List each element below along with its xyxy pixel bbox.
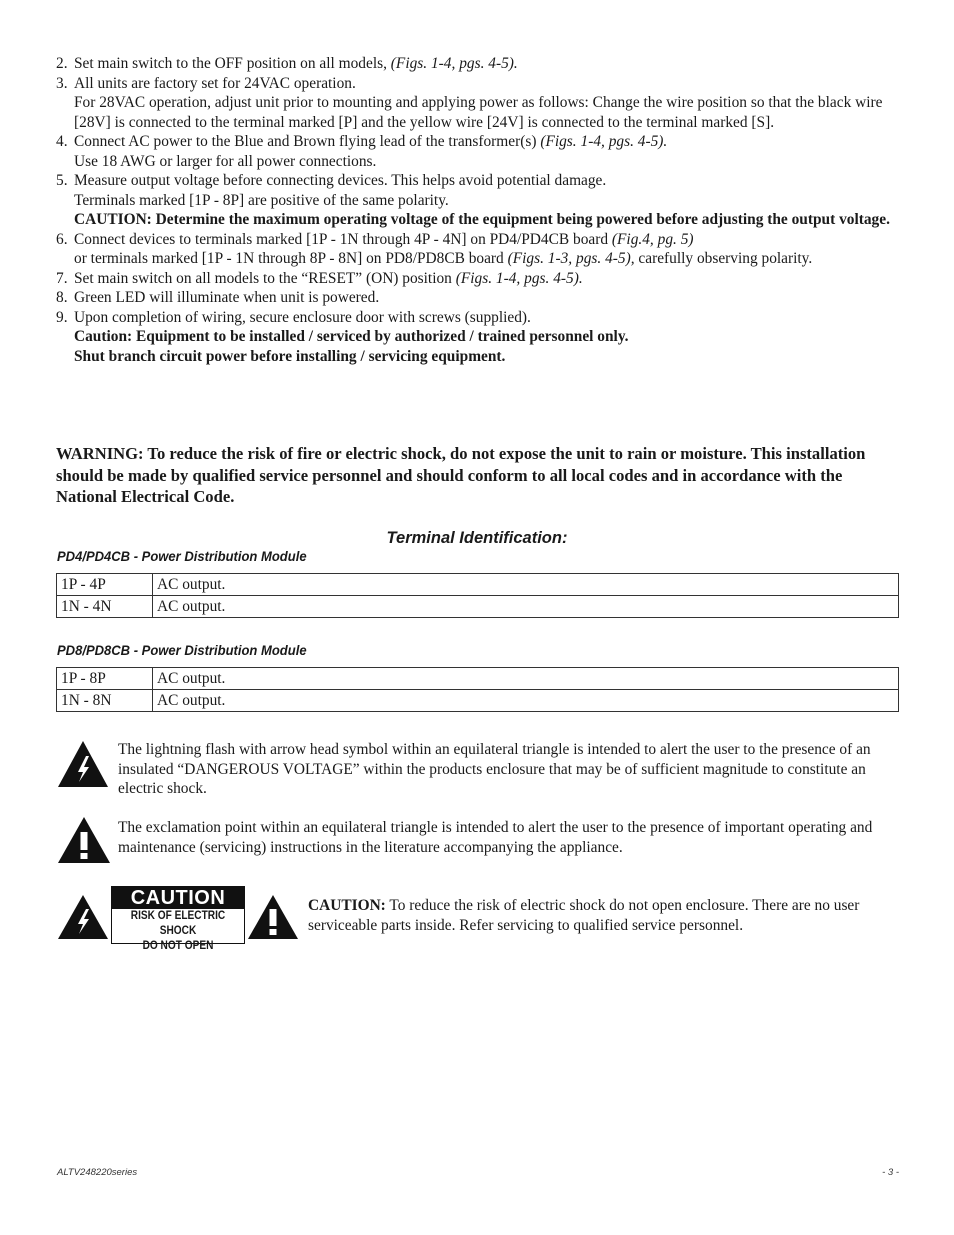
terminal-cell: 1N - 8N <box>57 690 153 712</box>
figure-ref: (Figs. 1-3, pgs. 4-5), <box>507 250 635 267</box>
description-cell: AC output. <box>153 574 899 596</box>
exclamation-warning-icon <box>56 815 112 865</box>
pd4-terminal-table <box>56 573 899 618</box>
caution-lead: CAUTION: <box>308 897 386 914</box>
step-number: 5. <box>56 172 68 189</box>
step-6 <box>56 230 896 269</box>
step-text: Connect AC power to the Blue and Brown flying lead of the transformer(s) <box>74 133 541 150</box>
figure-ref: (Figs. 1-4, pgs. 4-5). <box>455 269 583 287</box>
step-text: Set main switch on all models to the “RESET” (ON) position <box>74 269 456 287</box>
lightning-symbol-text: The lightning flash with arrow head symbol within an equilateral triangle is intended to alert the user to the presence of an insulated “DANGEROUS VOLTAGE” within the products enclosure that may be of sufficient magnitude to constitute an electric shock. <box>118 741 871 797</box>
step-number: 6. <box>56 230 68 248</box>
pd8-terminal-table <box>56 667 899 712</box>
caution-label-line: RISK OF ELECTRIC SHOCK <box>130 910 226 937</box>
caution-label-line: DO NOT OPEN <box>142 940 214 952</box>
step-text: All units are factory set for 24VAC operation. <box>74 74 356 92</box>
figure-ref: (Figs. 1-4, pgs. 4-5). <box>540 133 668 150</box>
lightning-warning-icon <box>56 739 110 789</box>
terminal-identification-heading: Terminal Identification: <box>386 529 568 547</box>
description-cell: AC output. <box>153 690 899 712</box>
step-4 <box>56 132 896 171</box>
step-text: Set main switch to the OFF position on all models, <box>74 55 391 72</box>
step-text: Green LED will illuminate when unit is powered. <box>74 289 380 306</box>
caution-note: Shut branch circuit power before installing / servicing equipment. <box>74 347 506 365</box>
step-detail: For 28VAC operation, adjust unit prior to mounting and applying power as follows: Change the wire position so that the black wire [28V] is connected to the terminal marked [P] and the yellow wire [24V] is connected to the terminal marked [S]. <box>74 94 883 131</box>
step-number: 8. <box>56 289 68 306</box>
terminal-cell: 1P - 4P <box>57 574 153 596</box>
terminal-cell: 1P - 8P <box>57 668 153 690</box>
description-cell: AC output. <box>153 668 899 690</box>
exclamation-warning-icon <box>246 893 300 941</box>
document-id: ALTV248220series <box>57 1167 138 1178</box>
step-text: Connect devices to terminals marked [1P - 1N through 4P - 4N] on PD4/PD4CB board <box>74 230 612 248</box>
caution-note: Caution: Equipment to be installed / serviced by authorized / trained personnel only. <box>74 328 629 345</box>
table-row <box>57 596 899 618</box>
step-text: Measure output voltage before connecting devices. This helps avoid potential damage. <box>74 172 607 189</box>
table-row <box>57 574 899 596</box>
step-detail: Terminals marked [1P - 8P] are positive of the same polarity. <box>74 191 449 209</box>
pd8-module-title: PD8/PD8CB - Power Distribution Module <box>57 642 307 658</box>
figure-ref: (Fig.4, pg. 5) <box>611 230 694 248</box>
step-number: 7. <box>56 269 68 287</box>
warning-paragraph: WARNING: To reduce the risk of fire or electric shock, do not expose the unit to rain or moisture. This installation should be made by qualified service personnel and should conform to all local codes and in accordance with the National Electrical Code. <box>56 444 866 506</box>
step-number: 3. <box>56 74 68 92</box>
pd4-module-title: PD4/PD4CB - Power Distribution Module <box>57 548 307 564</box>
step-8 <box>56 288 896 308</box>
description-cell: AC output. <box>153 596 899 618</box>
table-row <box>57 690 899 712</box>
step-number: 9. <box>56 308 68 326</box>
step-text: Upon completion of wiring, secure enclosure door with screws (supplied). <box>74 308 531 326</box>
page-number: - 3 - <box>882 1167 899 1178</box>
step-detail: carefully observing polarity. <box>634 250 813 267</box>
step-number: 4. <box>56 133 68 150</box>
caution-paragraph <box>308 896 898 935</box>
table-row <box>57 668 899 690</box>
step-5 <box>56 171 896 230</box>
caution-label <box>111 886 245 952</box>
step-detail: Use 18 AWG or larger for all power connections. <box>74 152 377 170</box>
step-2 <box>56 54 896 74</box>
caution-body: To reduce the risk of electric shock do not open enclosure. There are no user serviceable parts inside. Refer servicing to qualified service personnel. <box>308 897 860 934</box>
step-7 <box>56 269 896 289</box>
caution-note: CAUTION: Determine the maximum operating voltage of the equipment being powered before adjusting the output voltage. <box>74 211 890 228</box>
figure-ref: (Figs. 1-4, pgs. 4-5). <box>390 55 518 72</box>
terminal-cell: 1N - 4N <box>57 596 153 618</box>
step-detail: or terminals marked [1P - 1N through 8P - 8N] on PD8/PD8CB board <box>74 250 508 267</box>
step-number: 2. <box>56 55 68 72</box>
step-3 <box>56 74 896 133</box>
lightning-warning-icon <box>56 893 110 941</box>
exclamation-symbol-text: The exclamation point within an equilateral triangle is intended to alert the user to the presence of important operating and maintenance (servicing) instructions in the literature accompanying the appliance. <box>118 819 873 856</box>
step-9 <box>56 308 896 367</box>
installation-steps <box>56 54 896 366</box>
caution-label-head: CAUTION <box>112 887 244 909</box>
